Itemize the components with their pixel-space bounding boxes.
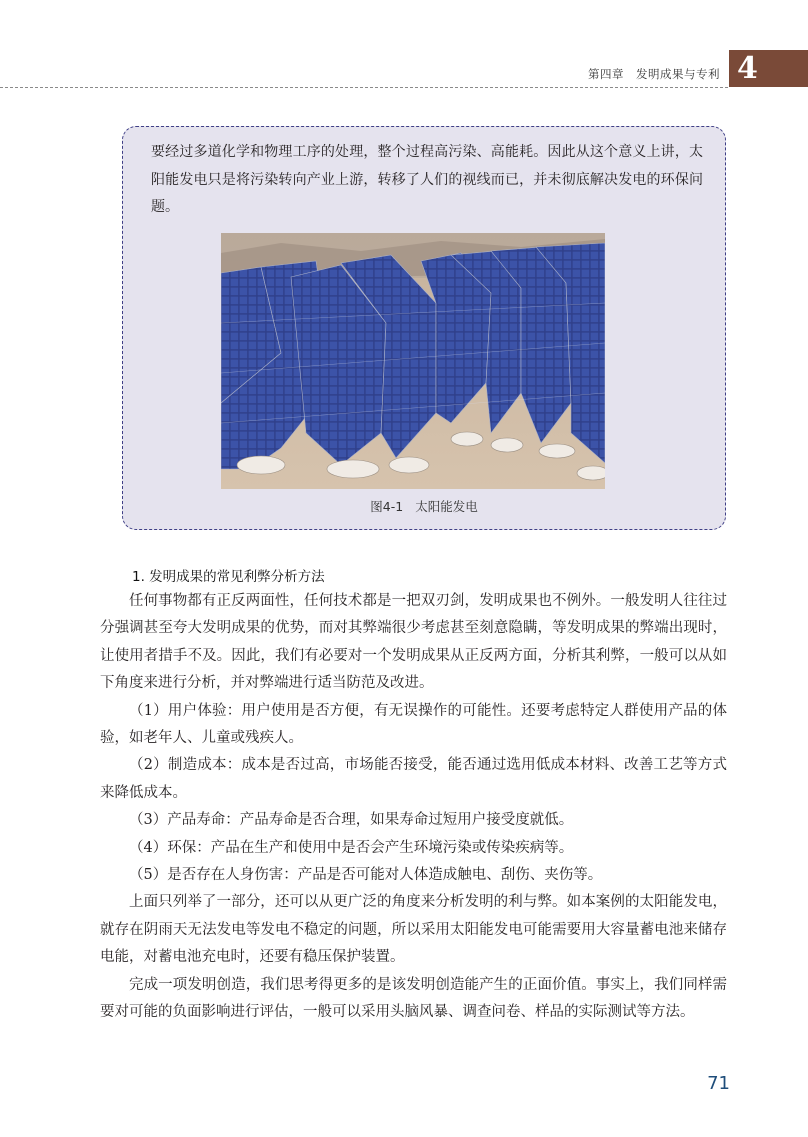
paragraph-example: 上面只列举了一部分，还可以从更广泛的角度来分析发明的利与弊。如本案例的太阳能发电，就存在阴雨天无法发电等发电不稳定的问题，所以采用太阳能发电可能需要用大容量蓄电池来储存电能，对蓄电池充电时，还要有稳压保护装置。 — [100, 894, 727, 966]
list-item-product-life: （3）产品寿命：产品寿命是否合理，如果寿命过短用户接受度就低。 — [129, 812, 574, 829]
figure-caption — [123, 497, 725, 515]
list-item-personal-injury: （5）是否存在人身伤害：产品是否可能对人体造成触电、刮伤、夹伤等。 — [129, 867, 603, 884]
chapter-tab — [729, 50, 808, 87]
page-number: 71 — [707, 1073, 730, 1094]
chapter-number: 4 — [737, 51, 758, 86]
list-item-environment: （4）环保：产品在生产和使用中是否会产生环境污染或传染疾病等。 — [129, 839, 574, 856]
running-header: 第四章 发明成果与专利 — [588, 67, 720, 81]
list-item-manufacturing-cost: （2）制造成本：成本是否过高，市场能否接受，能否通过选用低成本材料、改善工艺等方式来降低成本。 — [100, 757, 727, 801]
header-divider — [0, 87, 728, 88]
solar-panels-photo — [221, 233, 605, 489]
figure-title: 太阳能发电 — [415, 499, 478, 514]
body-text — [100, 588, 727, 1027]
figure-number: 图4-1 — [370, 499, 404, 514]
paragraph-conclusion: 完成一项发明创造，我们思考得更多的是该发明创造能产生的正面价值。事实上，我们同样需要对可能的负面影响进行评估，一般可以采用头脑风暴、调查问卷、样品的实际测试等方法。 — [100, 976, 727, 1021]
list-item-user-experience: （1）用户体验：用户使用是否方便，有无误操作的可能性。还要考虑特定人群使用产品的体验，如老年人、儿童或残疾人。 — [100, 702, 727, 747]
case-text: 要经过多道化学和物理工序的处理，整个过程高污染、高能耗。因此从这个意义上讲，太阳能发电只是将污染转向产业上游，转移了人们的视线而已，并未彻底解决发电的环保问题。 — [151, 144, 703, 215]
case-box — [122, 126, 726, 530]
paragraph-intro: 任何事物都有正反两面性，任何技术都是一把双刃剑，发明成果也不例外。一般发明人往往过分强调甚至夸大发明成果的优势，而对其弊端很少考虑甚至刻意隐瞒，等发明成果的弊端出现时，让使用者措手不及。因此，我们有必要对一个发明成果从正反两方面，分析其利弊，一般可以从如下角度来进行分析，并对弊端进行适当防范及改进。 — [100, 593, 727, 692]
section-heading: 1. 发明成果的常见利弊分析方法 — [132, 569, 325, 585]
